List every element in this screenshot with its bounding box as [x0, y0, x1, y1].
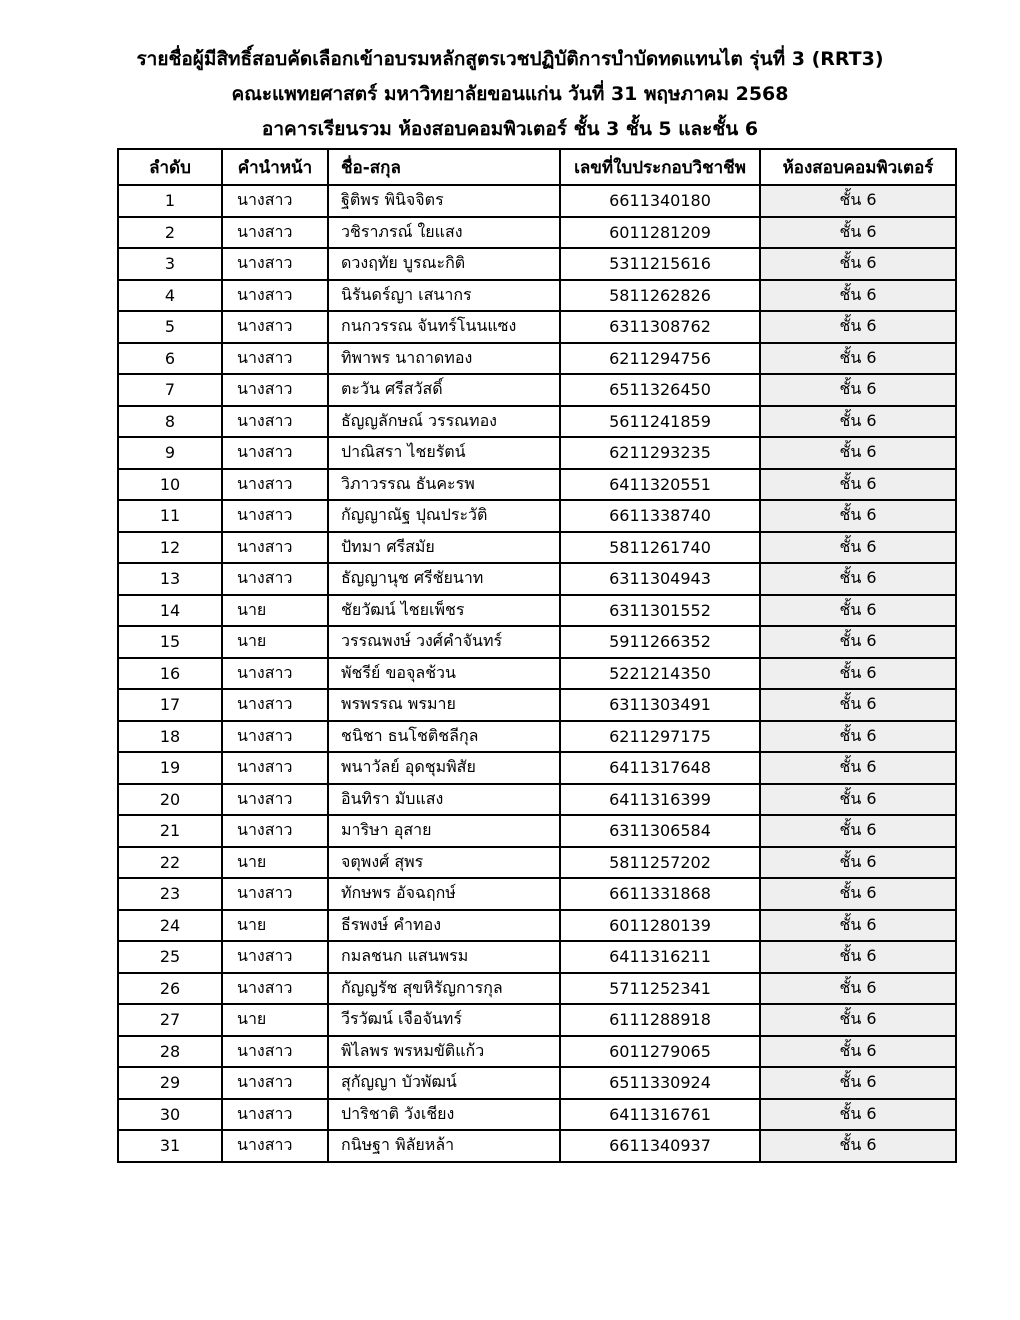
table-row: [118, 563, 956, 595]
cell-title-prefix: นางสาว: [222, 1067, 328, 1099]
document-subtitle-location: อาคารเรียนรวม ห้องสอบคอมพิวเตอร์ ชั้น 3 ชั้น 5 และชั้น 6: [261, 118, 759, 140]
table-row: [118, 1099, 956, 1131]
cell-row-number: 2: [118, 217, 222, 249]
cell-row-number: 22: [118, 847, 222, 879]
table-row: [118, 941, 956, 973]
cell-license-number: 6611338740: [560, 500, 760, 532]
cell-exam-room: ชั้น 6: [760, 784, 956, 816]
cell-row-number: 17: [118, 689, 222, 721]
table-row: [118, 595, 956, 627]
cell-row-number: 6: [118, 343, 222, 375]
cell-full-name: กัญญรัช สุขหิรัญการกุล: [328, 973, 560, 1005]
cell-title-prefix: นางสาว: [222, 500, 328, 532]
cell-exam-room: ชั้น 6: [760, 595, 956, 627]
cell-license-number: 6611340180: [560, 185, 760, 217]
table-row: [118, 1067, 956, 1099]
cell-row-number: 1: [118, 185, 222, 217]
cell-license-number: 6611331868: [560, 878, 760, 910]
cell-title-prefix: นาย: [222, 626, 328, 658]
cell-title-prefix: นางสาว: [222, 343, 328, 375]
cell-full-name: วีรวัฒน์ เจือจันทร์: [328, 1004, 560, 1036]
cell-row-number: 9: [118, 437, 222, 469]
cell-title-prefix: นางสาว: [222, 311, 328, 343]
cell-title-prefix: นางสาว: [222, 689, 328, 721]
cell-full-name: วิภาวรรณ ธันคะรพ: [328, 469, 560, 501]
cell-license-number: 5811261740: [560, 532, 760, 564]
cell-exam-room: ชั้น 6: [760, 469, 956, 501]
table-row: [118, 374, 956, 406]
table-row: [118, 847, 956, 879]
cell-license-number: 6411316211: [560, 941, 760, 973]
cell-title-prefix: นางสาว: [222, 374, 328, 406]
cell-license-number: 6411317648: [560, 752, 760, 784]
table-header-row: [118, 149, 956, 185]
cell-row-number: 30: [118, 1099, 222, 1131]
cell-full-name: ปาริชาติ วังเชียง: [328, 1099, 560, 1131]
cell-license-number: 6311301552: [560, 595, 760, 627]
cell-row-number: 13: [118, 563, 222, 595]
table-row: [118, 1036, 956, 1068]
cell-row-number: 8: [118, 406, 222, 438]
cell-full-name: พรพรรณ พรมาย: [328, 689, 560, 721]
cell-row-number: 28: [118, 1036, 222, 1068]
cell-full-name: ปาณิสรา ไชยรัตน์: [328, 437, 560, 469]
cell-title-prefix: นางสาว: [222, 784, 328, 816]
cell-exam-room: ชั้น 6: [760, 815, 956, 847]
cell-title-prefix: นางสาว: [222, 878, 328, 910]
cell-exam-room: ชั้น 6: [760, 941, 956, 973]
cell-row-number: 29: [118, 1067, 222, 1099]
cell-title-prefix: นางสาว: [222, 406, 328, 438]
cell-exam-room: ชั้น 6: [760, 1036, 956, 1068]
cell-title-prefix: นางสาว: [222, 563, 328, 595]
table-row: [118, 752, 956, 784]
cell-license-number: 6311303491: [560, 689, 760, 721]
cell-title-prefix: นางสาว: [222, 1036, 328, 1068]
document-title: รายชื่อผู้มีสิทธิ์สอบคัดเลือกเข้าอบรมหลักสูตรเวชปฏิบัติการบำบัดทดแทนไต รุ่นที่ 3 (RRT3): [136, 48, 884, 70]
cell-full-name: ปัทมา ศรีสมัย: [328, 532, 560, 564]
cell-row-number: 16: [118, 658, 222, 690]
cell-exam-room: ชั้น 6: [760, 406, 956, 438]
cell-title-prefix: นางสาว: [222, 973, 328, 1005]
cell-full-name: พิไลพร พรหมขัติแก้ว: [328, 1036, 560, 1068]
cell-exam-room: ชั้น 6: [760, 910, 956, 942]
cell-exam-room: ชั้น 6: [760, 1130, 956, 1162]
cell-license-number: 5711252341: [560, 973, 760, 1005]
cell-row-number: 12: [118, 532, 222, 564]
cell-full-name: มาริษา อุสาย: [328, 815, 560, 847]
cell-row-number: 3: [118, 248, 222, 280]
cell-title-prefix: นางสาว: [222, 280, 328, 312]
cell-license-number: 6011279065: [560, 1036, 760, 1068]
cell-license-number: 5911266352: [560, 626, 760, 658]
cell-license-number: 6311304943: [560, 563, 760, 595]
cell-exam-room: ชั้น 6: [760, 280, 956, 312]
cell-title-prefix: นางสาว: [222, 1130, 328, 1162]
cell-full-name: ธีรพงษ์ คำทอง: [328, 910, 560, 942]
cell-full-name: พัชรีย์ ขอจุลช้วน: [328, 658, 560, 690]
cell-row-number: 19: [118, 752, 222, 784]
cell-title-prefix: นางสาว: [222, 658, 328, 690]
cell-license-number: 6011280139: [560, 910, 760, 942]
cell-license-number: 6611340937: [560, 1130, 760, 1162]
cell-row-number: 14: [118, 595, 222, 627]
table-row: [118, 311, 956, 343]
cell-title-prefix: นาย: [222, 1004, 328, 1036]
cell-row-number: 31: [118, 1130, 222, 1162]
cell-exam-room: ชั้น 6: [760, 437, 956, 469]
cell-row-number: 21: [118, 815, 222, 847]
cell-license-number: 6211297175: [560, 721, 760, 753]
column-header-prefix: คำนำหน้า: [222, 149, 328, 185]
cell-title-prefix: นางสาว: [222, 941, 328, 973]
table-row: [118, 532, 956, 564]
cell-full-name: ชนิชา ธนโชติชลีกุล: [328, 721, 560, 753]
cell-exam-room: ชั้น 6: [760, 532, 956, 564]
cell-license-number: 5221214350: [560, 658, 760, 690]
cell-row-number: 24: [118, 910, 222, 942]
cell-title-prefix: นางสาว: [222, 248, 328, 280]
column-header-license: เลขที่ใบประกอบวิชาชีพ: [560, 149, 760, 185]
cell-exam-room: ชั้น 6: [760, 1067, 956, 1099]
cell-license-number: 6211293235: [560, 437, 760, 469]
cell-row-number: 11: [118, 500, 222, 532]
cell-exam-room: ชั้น 6: [760, 689, 956, 721]
cell-license-number: 6311308762: [560, 311, 760, 343]
document-header: [0, 0, 1020, 147]
cell-license-number: 6211294756: [560, 343, 760, 375]
cell-full-name: กัญญาณัฐ ปุณประวัติ: [328, 500, 560, 532]
table-row: [118, 280, 956, 312]
cell-exam-room: ชั้น 6: [760, 500, 956, 532]
cell-full-name: อินทิรา มับแสง: [328, 784, 560, 816]
table-row: [118, 878, 956, 910]
table-row: [118, 1004, 956, 1036]
cell-full-name: ชัยวัฒน์ ไชยเพ็ชร: [328, 595, 560, 627]
table-body: [118, 185, 956, 1162]
cell-title-prefix: นางสาว: [222, 752, 328, 784]
cell-full-name: จตุพงศ์ สุพร: [328, 847, 560, 879]
cell-exam-room: ชั้น 6: [760, 1099, 956, 1131]
table-row: [118, 721, 956, 753]
cell-exam-room: ชั้น 6: [760, 973, 956, 1005]
cell-row-number: 27: [118, 1004, 222, 1036]
cell-license-number: 5811257202: [560, 847, 760, 879]
cell-row-number: 5: [118, 311, 222, 343]
cell-license-number: 5311215616: [560, 248, 760, 280]
cell-row-number: 7: [118, 374, 222, 406]
table-row: [118, 437, 956, 469]
cell-full-name: ดวงฤทัย บูรณะกิติ: [328, 248, 560, 280]
cell-full-name: สุกัญญา บัวพัฒน์: [328, 1067, 560, 1099]
cell-exam-room: ชั้น 6: [760, 1004, 956, 1036]
cell-full-name: ทักษพร อัจฉฤกษ์: [328, 878, 560, 910]
cell-license-number: 6511326450: [560, 374, 760, 406]
cell-exam-room: ชั้น 6: [760, 878, 956, 910]
cell-row-number: 20: [118, 784, 222, 816]
cell-full-name: วรรณพงษ์ วงศ์คำจันทร์: [328, 626, 560, 658]
column-header-name: ชื่อ-สกุล: [328, 149, 560, 185]
document-subtitle-faculty-date: คณะแพทยศาสตร์ มหาวิทยาลัยขอนแก่น วันที่ 31 พฤษภาคม 2568: [231, 83, 789, 105]
cell-full-name: ทิพาพร นาถาดทอง: [328, 343, 560, 375]
cell-full-name: กนกวรรณ จันทร์โนนแซง: [328, 311, 560, 343]
cell-title-prefix: นางสาว: [222, 815, 328, 847]
cell-title-prefix: นางสาว: [222, 469, 328, 501]
table-row: [118, 469, 956, 501]
table-row: [118, 343, 956, 375]
table-row: [118, 248, 956, 280]
cell-exam-room: ชั้น 6: [760, 248, 956, 280]
cell-row-number: 4: [118, 280, 222, 312]
cell-exam-room: ชั้น 6: [760, 311, 956, 343]
cell-row-number: 26: [118, 973, 222, 1005]
cell-license-number: 6311306584: [560, 815, 760, 847]
cell-title-prefix: นางสาว: [222, 437, 328, 469]
cell-row-number: 18: [118, 721, 222, 753]
table-row: [118, 784, 956, 816]
cell-exam-room: ชั้น 6: [760, 185, 956, 217]
table-row: [118, 626, 956, 658]
cell-exam-room: ชั้น 6: [760, 721, 956, 753]
table-row: [118, 185, 956, 217]
table-row: [118, 658, 956, 690]
cell-exam-room: ชั้น 6: [760, 217, 956, 249]
cell-exam-room: ชั้น 6: [760, 658, 956, 690]
cell-exam-room: ชั้น 6: [760, 374, 956, 406]
cell-row-number: 23: [118, 878, 222, 910]
candidate-roster-table: [117, 148, 957, 1163]
cell-license-number: 5811262826: [560, 280, 760, 312]
cell-license-number: 5611241859: [560, 406, 760, 438]
cell-license-number: 6411320551: [560, 469, 760, 501]
cell-exam-room: ชั้น 6: [760, 626, 956, 658]
table-row: [118, 217, 956, 249]
cell-title-prefix: นางสาว: [222, 1099, 328, 1131]
cell-exam-room: ชั้น 6: [760, 752, 956, 784]
table-row: [118, 1130, 956, 1162]
cell-license-number: 6411316761: [560, 1099, 760, 1131]
cell-full-name: พนาวัลย์ อุดชุมพิสัย: [328, 752, 560, 784]
table-row: [118, 406, 956, 438]
cell-full-name: กนิษฐา พิลัยหล้า: [328, 1130, 560, 1162]
cell-exam-room: ชั้น 6: [760, 343, 956, 375]
cell-title-prefix: นางสาว: [222, 532, 328, 564]
cell-row-number: 25: [118, 941, 222, 973]
table-row: [118, 973, 956, 1005]
cell-full-name: นิรันดร์ญา เสนากร: [328, 280, 560, 312]
table-row: [118, 500, 956, 532]
cell-license-number: 6411316399: [560, 784, 760, 816]
cell-exam-room: ชั้น 6: [760, 847, 956, 879]
cell-full-name: กมลชนก แสนพรม: [328, 941, 560, 973]
cell-title-prefix: นาย: [222, 910, 328, 942]
cell-full-name: ฐิติพร พินิจจิตร: [328, 185, 560, 217]
cell-full-name: ตะวัน ศรีสวัสดิ์: [328, 374, 560, 406]
cell-full-name: วชิราภรณ์ ใยแสง: [328, 217, 560, 249]
cell-exam-room: ชั้น 6: [760, 563, 956, 595]
cell-license-number: 6511330924: [560, 1067, 760, 1099]
table-row: [118, 910, 956, 942]
cell-license-number: 6111288918: [560, 1004, 760, 1036]
cell-row-number: 10: [118, 469, 222, 501]
table-row: [118, 689, 956, 721]
cell-row-number: 15: [118, 626, 222, 658]
cell-full-name: ธัญญานุช ศรีชัยนาท: [328, 563, 560, 595]
column-header-no: ลำดับ: [118, 149, 222, 185]
cell-license-number: 6011281209: [560, 217, 760, 249]
cell-full-name: ธัญญลักษณ์ วรรณทอง: [328, 406, 560, 438]
cell-title-prefix: นาย: [222, 595, 328, 627]
cell-title-prefix: นางสาว: [222, 721, 328, 753]
table-row: [118, 815, 956, 847]
cell-title-prefix: นางสาว: [222, 185, 328, 217]
cell-title-prefix: นาย: [222, 847, 328, 879]
cell-title-prefix: นางสาว: [222, 217, 328, 249]
column-header-room: ห้องสอบคอมพิวเตอร์: [760, 149, 956, 185]
